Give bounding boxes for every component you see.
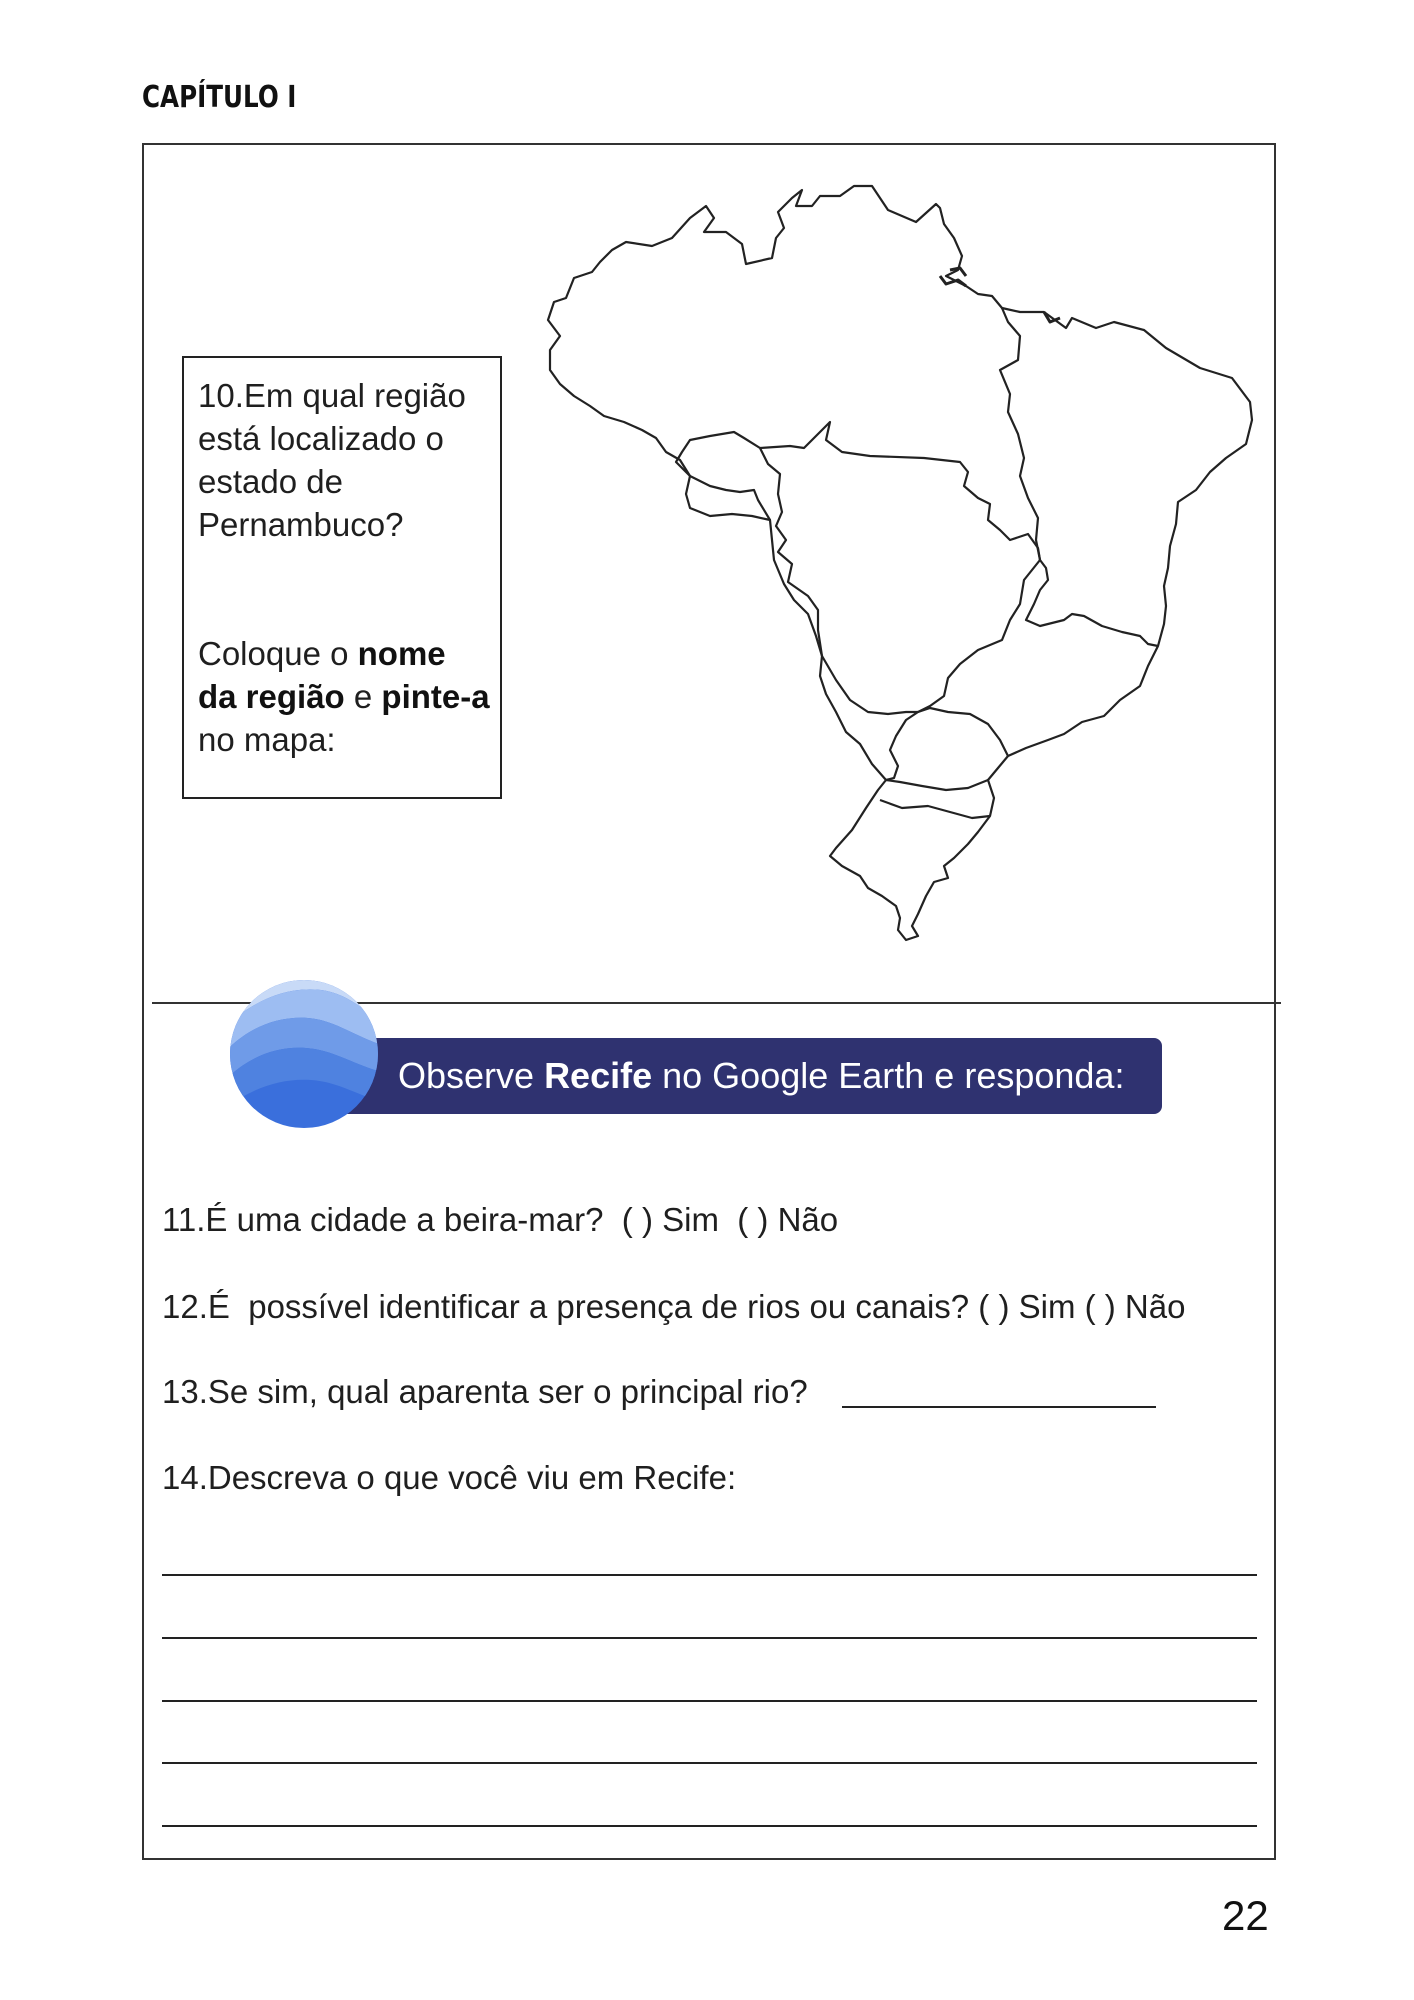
northeast-southeast-border — [1026, 560, 1158, 646]
question-14: 14.Descreva o que você viu em Recife: — [162, 1459, 737, 1496]
acre-amazonas-border — [676, 432, 760, 476]
section-divider-right — [355, 1002, 1281, 1004]
answer-line[interactable] — [162, 1637, 1257, 1639]
answer-line-13[interactable] — [842, 1406, 1156, 1408]
answer-line[interactable] — [162, 1574, 1257, 1576]
page-number: 22 — [1222, 1892, 1269, 1939]
chapter-heading: CAPÍTULO I — [142, 80, 297, 115]
amazon-delta — [940, 268, 1060, 322]
answer-line[interactable] — [162, 1762, 1257, 1764]
question-10-box — [182, 356, 502, 799]
question-11: 11.É uma cidade a beira-mar? ( ) Sim ( ) Não — [162, 1201, 839, 1238]
question-12: 12.É possível identificar a presença de rios ou canais? ( ) Sim ( ) Não — [162, 1288, 1186, 1325]
brazil-outline — [548, 186, 1252, 940]
google-earth-icon — [226, 976, 382, 1132]
north-northeast-border — [1000, 308, 1040, 560]
answer-line[interactable] — [162, 1825, 1257, 1827]
north-centerwest-border — [760, 422, 1040, 560]
question-13: 13.Se sim, qual aparenta ser o principal rio? — [162, 1373, 808, 1410]
southeast-south-border — [918, 708, 1008, 756]
answer-line[interactable] — [162, 1700, 1257, 1702]
question-10-text: 10.Em qual região está localizado o estado de Pernambuco? — [198, 377, 466, 543]
centerwest-southeast-border — [918, 560, 1040, 712]
brazil-regions-map[interactable] — [520, 180, 1260, 950]
south-internal-border — [886, 780, 988, 790]
google-earth-banner: Observe Recife no Google Earth e responda: — [340, 1038, 1162, 1114]
south-internal-border-2 — [880, 800, 990, 818]
question-10-instruction: Coloque o nome da região e pinte-a no mapa: — [198, 635, 490, 758]
